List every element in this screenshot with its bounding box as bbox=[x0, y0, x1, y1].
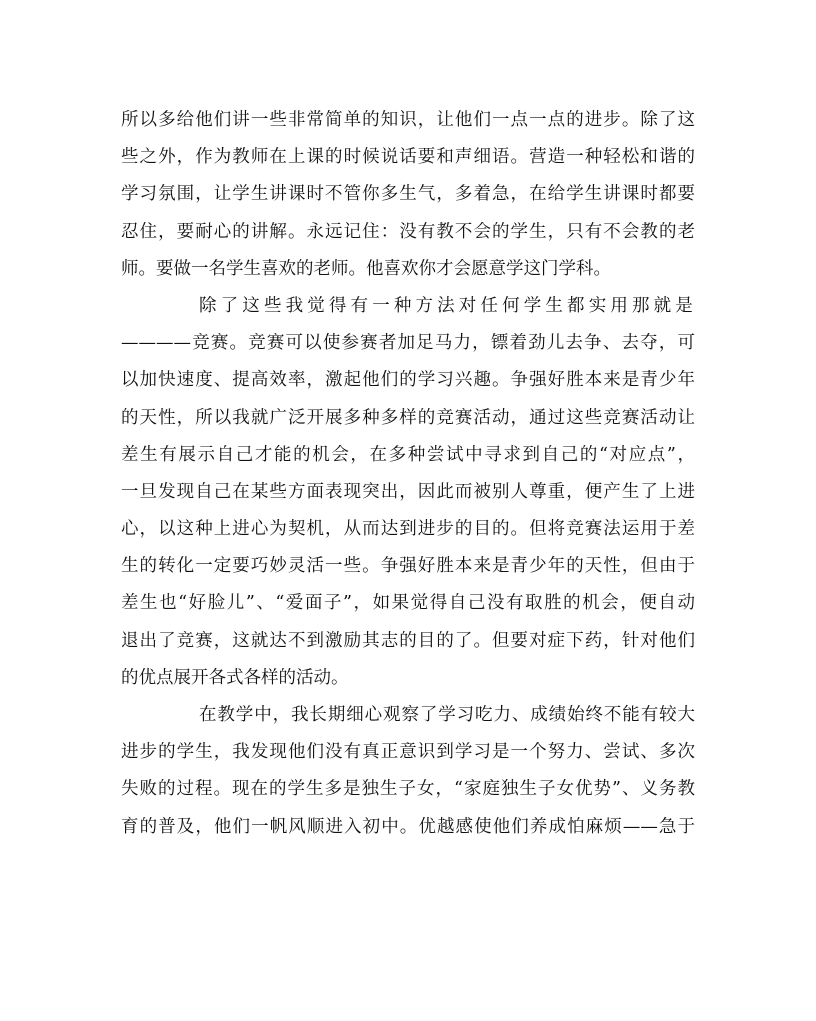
text-line: 所以多给他们讲一些非常简单的知识，让他们一点一点的进步。除了这 bbox=[121, 110, 695, 130]
text-line: 心，以这种上进心为契机，从而达到进步的目的。但将竞赛法运用于差 bbox=[121, 519, 695, 540]
text-line: 些之外，作为教师在上课的时候说话要和声细语。营造一种轻松和谐的 bbox=[121, 147, 695, 168]
text-line: ————竞赛。竞赛可以使参赛者加足马力，镖着劲儿去争、去夺，可 bbox=[121, 333, 695, 354]
text-line: 失败的过程。现在的学生多是独生子女，“家庭独生子女优势”、义务教 bbox=[121, 779, 695, 800]
text-line: 进步的学生，我发现他们没有真正意识到学习是一个努力、尝试、多次 bbox=[121, 742, 695, 763]
text-line: 的优点展开各式各样的活动。 bbox=[121, 667, 349, 688]
text-line: 在教学中，我长期细心观察了学习吃力、成绩始终不能有较大 bbox=[199, 705, 695, 725]
document-body bbox=[121, 102, 695, 846]
text-line: 差生有展示自己才能的机会，在多种尝试中寻求到自己的“对应点”， bbox=[121, 444, 695, 465]
text-line: 退出了竞赛，这就达不到激励其志的目的了。但要对症下药，针对他们 bbox=[121, 630, 695, 651]
text-line: 的天性，所以我就广泛开展多种多样的竞赛活动，通过这些竞赛活动让 bbox=[121, 407, 695, 428]
text-line: 育的普及，他们一帆风顺进入初中。优越感使他们养成怕麻烦——急于 bbox=[121, 816, 695, 837]
text-line: 师。要做一名学生喜欢的老师。他喜欢你才会愿意学这门学科。 bbox=[121, 258, 611, 279]
text-line: 差生也“好脸儿”、“爱面子”，如果觉得自己没有取胜的机会，便自动 bbox=[121, 593, 695, 614]
text-line: 以加快速度、提高效率，激起他们的学习兴趣。争强好胜本来是青少年 bbox=[121, 370, 695, 391]
text-line: 除了这些我觉得有一种方法对任何学生都实用那就是 bbox=[199, 295, 695, 316]
text-line: 学习氛围，让学生讲课时不管你多生气，多着急，在给学生讲课时都要 bbox=[121, 184, 695, 205]
text-line: 一旦发现自己在某些方面表现突出，因此而被别人尊重，便产生了上进 bbox=[121, 481, 695, 502]
text-line: 忍住，要耐心的讲解。永远记住：没有教不会的学生，只有不会教的老 bbox=[121, 221, 695, 242]
text-line: 生的转化一定要巧妙灵活一些。争强好胜本来是青少年的天性，但由于 bbox=[121, 556, 695, 577]
